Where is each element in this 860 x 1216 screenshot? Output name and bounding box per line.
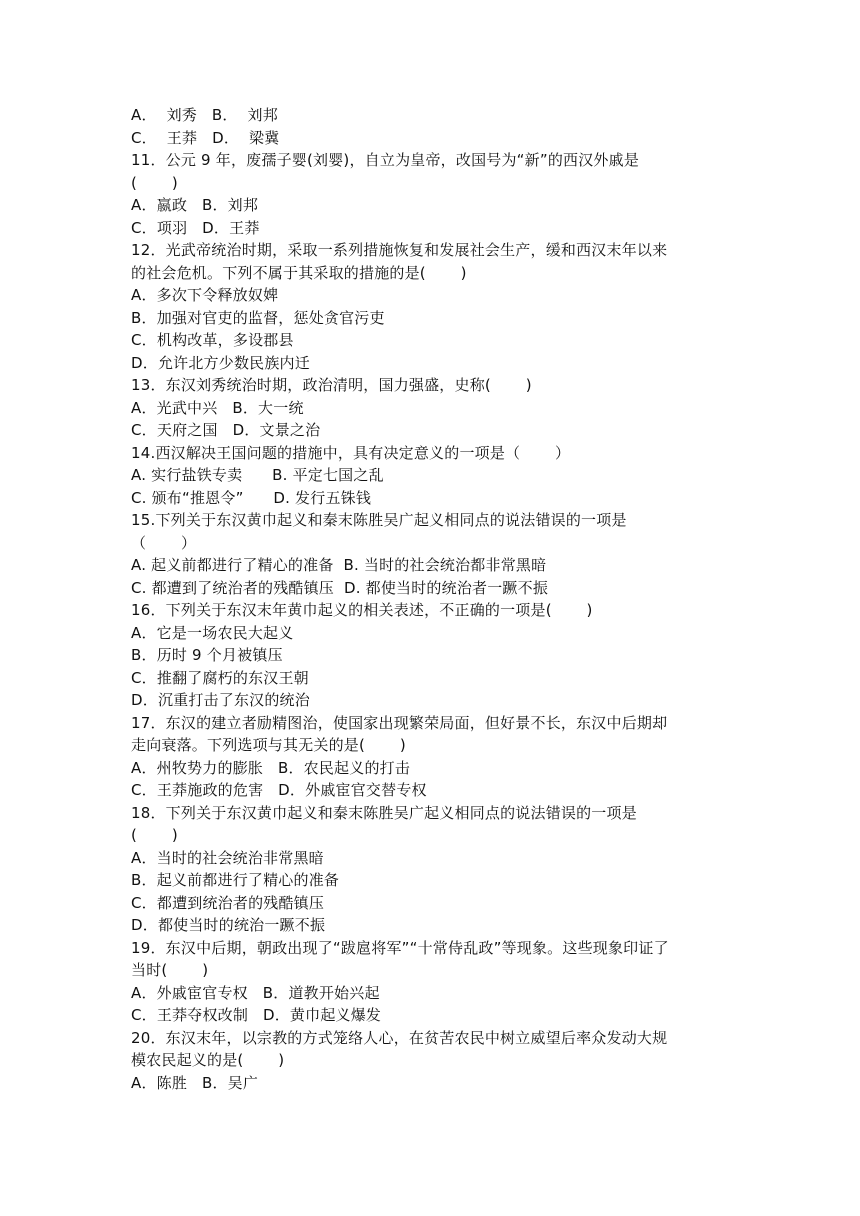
text-line: 18．下列关于东汉黄巾起义和秦末陈胜吴广起义相同点的说法错误的一项是 xyxy=(131,803,637,822)
text-line: A．嬴政 B．刘邦 xyxy=(131,196,259,214)
text-line: A．陈胜 B．吴广 xyxy=(131,1073,259,1092)
text-line: C．王莽夺权改制 D．黄巾起义爆发 xyxy=(131,1006,382,1024)
text-line: C．推翻了腐朽的东汉王朝 xyxy=(131,668,309,687)
text-line: 19．东汉中后期，朝政出现了“跋扈将军”“十常侍乱政”等现象。这些现象印证了 xyxy=(131,938,669,957)
text-line: A．多次下令释放奴婢 xyxy=(131,286,279,304)
text-line: 走向衰落。下列选项与其无关的是( ) xyxy=(131,736,406,754)
text-line: C. 颁布“推恩令” D. 发行五铢钱 xyxy=(131,488,372,507)
text-line: ( ) xyxy=(131,826,178,844)
text-line: 的社会危机。下列不属于其采取的措施的是( ) xyxy=(131,263,467,282)
text-line: A． 刘秀 B． 刘邦 xyxy=(131,106,278,124)
text-line: B．加强对官吏的监督，惩处贪官污吏 xyxy=(131,308,385,327)
text-line: A. 实行盐铁专卖 B. 平定七国之乱 xyxy=(131,466,384,484)
text-line: （ ） xyxy=(131,533,197,552)
text-line: 12．光武帝统治时期，采取一系列措施恢复和发展社会生产，缓和西汉末年以来 xyxy=(131,241,668,259)
text-line: 11．公元 9 年，废孺子婴(刘婴)，自立为皇帝，改国号为“新”的西汉外戚是 xyxy=(131,151,640,169)
text-line: C． 王莽 D． 梁冀 xyxy=(131,128,280,147)
text-line: 15.下列关于东汉黄巾起义和秦末陈胜吴广起义相同点的说法错误的一项是 xyxy=(131,511,627,529)
text-line: D．沉重打击了东汉的统治 xyxy=(131,691,310,709)
text-line: B．起义前都进行了精心的准备 xyxy=(131,871,340,889)
text-line: C．机构改革，多设郡县 xyxy=(131,331,294,349)
text-line: A．光武中兴 B．大一统 xyxy=(131,398,304,417)
text-line: D．都使当时的统治一蹶不振 xyxy=(131,916,326,934)
text-line: 20．东汉末年，以宗教的方式笼络人心，在贫苦农民中树立威望后率众发动大规 xyxy=(131,1028,668,1047)
text-line: A．州牧势力的膨胀 B．农民起义的打击 xyxy=(131,758,411,777)
text-line: A．外戚宦官专权 B．道教开始兴起 xyxy=(131,983,380,1002)
text-line: C．都遭到统治者的残酷镇压 xyxy=(131,893,325,912)
text-line: 当时( ) xyxy=(131,961,209,979)
document-page xyxy=(131,104,741,1094)
text-line: A．它是一场农民大起义 xyxy=(131,623,294,642)
text-line: 13．东汉刘秀统治时期，政治清明，国力强盛，史称( ) xyxy=(131,376,532,394)
text-line: C．项羽 D．王莽 xyxy=(131,218,260,237)
text-line: C．王莽施政的危害 D．外戚宦官交替专权 xyxy=(131,781,427,799)
text-line: B．历时 9 个月被镇压 xyxy=(131,646,283,664)
text-line: 17．东汉的建立者励精图治，使国家出现繁荣局面，但好景不长，东汉中后期却 xyxy=(131,713,668,732)
text-line: C. 都遭到了统治者的残酷镇压 D. 都使当时的统治者一蹶不振 xyxy=(131,578,549,597)
text-line: A．当时的社会统治非常黑暗 xyxy=(131,848,324,867)
text-line: ( ) xyxy=(131,173,178,192)
text-line: C．天府之国 D．文景之治 xyxy=(131,421,321,439)
text-line: 模农民起义的是( ) xyxy=(131,1051,285,1069)
text-line: 16．下列关于东汉末年黄巾起义的相关表述，不正确的一项是( ) xyxy=(131,601,593,619)
text-line: D．允许北方少数民族内迁 xyxy=(131,353,310,372)
text-line: A. 起义前都进行了精心的准备 B. 当时的社会统治都非常黑暗 xyxy=(131,556,547,574)
text-line: 14.西汉解决王国问题的措施中，具有决定意义的一项是（ ） xyxy=(131,443,571,462)
